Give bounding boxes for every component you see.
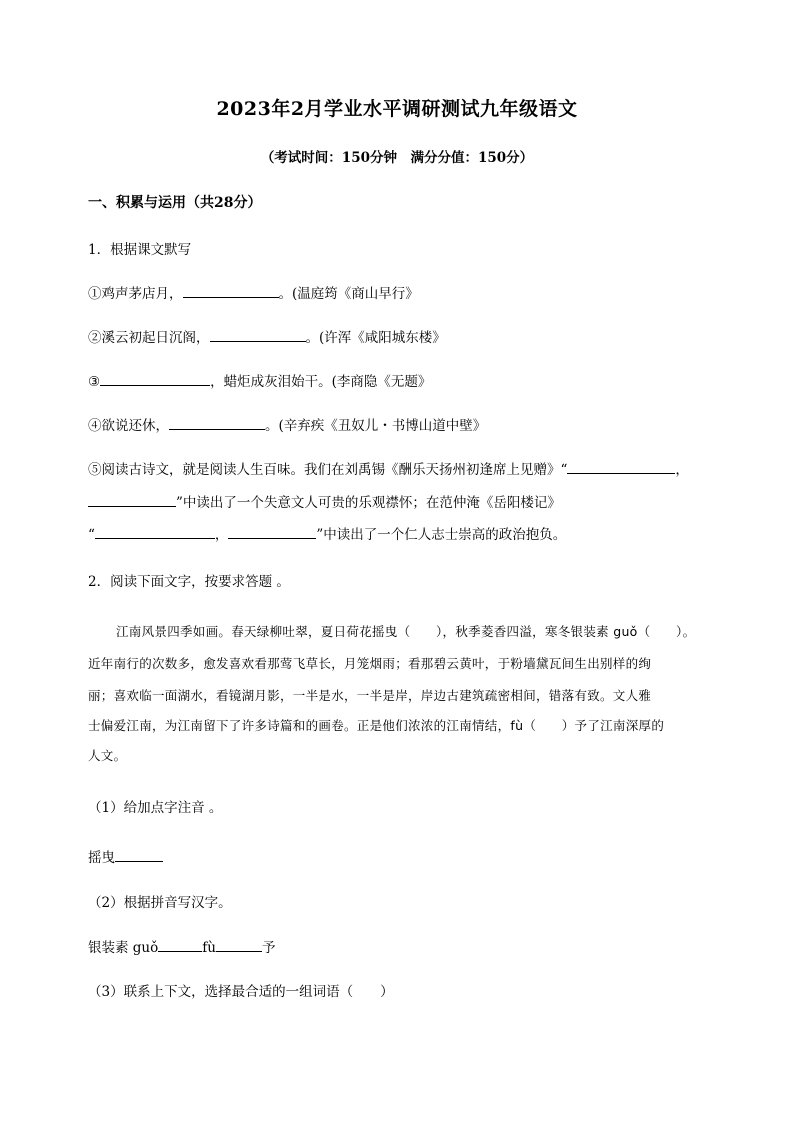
answer-blank — [100, 370, 210, 386]
item-text: ”中读出了一个失意文人可贵的乐观襟怀；在范仲淹《岳阳楼记》 — [176, 495, 561, 511]
question-1-item-5 — [88, 458, 689, 478]
pinyin-text: 予 — [261, 940, 276, 956]
question-1-item-5-cont — [88, 491, 561, 511]
item-text: ③ — [88, 374, 101, 390]
question-1-item-4 — [88, 414, 486, 434]
item-text: 。(辛弃疾《丑奴儿・书博山道中壁》 — [265, 418, 487, 434]
item-text: ， — [214, 527, 229, 543]
question-1-item-3 — [88, 370, 431, 390]
answer-blank — [183, 282, 279, 298]
item-text: ”中读出了一个仁人志士崇高的政治抱负。 — [316, 527, 567, 543]
item-text: ④欲说还休， — [88, 418, 169, 434]
item-text: ①鸡声茅店月， — [88, 286, 183, 302]
answer-blank — [95, 523, 215, 539]
question-1-item-1 — [88, 282, 419, 302]
section-heading: 一、积累与运用（共28分） — [88, 195, 262, 211]
item-text: ， — [675, 462, 689, 478]
answer-blank — [216, 936, 262, 952]
sub-question-2: （2）根据拼音写汉字。 — [88, 895, 232, 911]
item-text: 。(温庭筠《商山早行》 — [278, 286, 419, 302]
question-1-item-2 — [88, 326, 446, 346]
passage-line: 江南风景四季如画。春天绿柳吐翠，夏日荷花摇曳（ ），秋季菱香四溢，寒冬银装素 guǒ（ ）。 — [116, 624, 696, 639]
exam-info: （考试时间：150分钟 满分分值：150分） — [260, 150, 534, 166]
passage-line: 人文。 — [88, 748, 127, 763]
answer-word: 摇曳 — [88, 850, 115, 866]
question-1-prompt: 1．根据课文默写 — [88, 242, 192, 258]
question-2-prompt: 2．阅读下面文字，按要求答题 。 — [88, 574, 290, 590]
answer-blank — [169, 414, 265, 430]
answer-blank — [228, 523, 316, 539]
item-text: ，蜡炬成灰泪始干。(李商隐《无题》 — [210, 374, 432, 390]
pinyin-text: fù — [202, 940, 216, 956]
sub-question-3: （3）联系上下文，选择最合适的一组词语（ ） — [88, 984, 394, 1000]
answer-blank — [88, 491, 176, 507]
item-text: ⑤阅读古诗文，就是阅读人生百味。我们在刘禹锡《酬乐天扬州初逢席上见赠》“ — [88, 462, 568, 478]
passage-line: 近年南行的次数多，愈发喜欢看那莺飞草长，月笼烟雨；看那碧云黄叶，于粉墙黛瓦间生出别样的绚 — [88, 656, 652, 671]
answer-blank — [210, 326, 306, 342]
passage-line: 士偏爱江南，为江南留下了许多诗篇和的画卷。正是他们浓浓的江南情结，fù（ ）予了江南深厚的 — [88, 718, 665, 733]
item-text: ②溪云初起日沉阁， — [88, 330, 210, 346]
sub-question-1-answer — [88, 846, 163, 866]
sub-question-1: （1）给加点字注音 。 — [88, 800, 223, 816]
sub-question-2-answer — [88, 936, 275, 956]
question-1-item-5-cont2 — [88, 523, 566, 543]
item-text: “ — [88, 527, 95, 543]
answer-blank — [567, 458, 675, 474]
answer-blank — [115, 846, 163, 862]
page-title: 2023年2月学业水平调研测试九年级语文 — [216, 98, 578, 120]
item-text: 。(许浑《咸阳城东楼》 — [305, 330, 446, 346]
pinyin-text: 银装素 guǒ — [88, 940, 159, 956]
answer-blank — [158, 936, 202, 952]
passage-line: 丽；喜欢临一面湖水，看镜湖月影，一半是水，一半是岸，岸边古建筑疏密相间，错落有致。文人雅 — [88, 688, 652, 703]
